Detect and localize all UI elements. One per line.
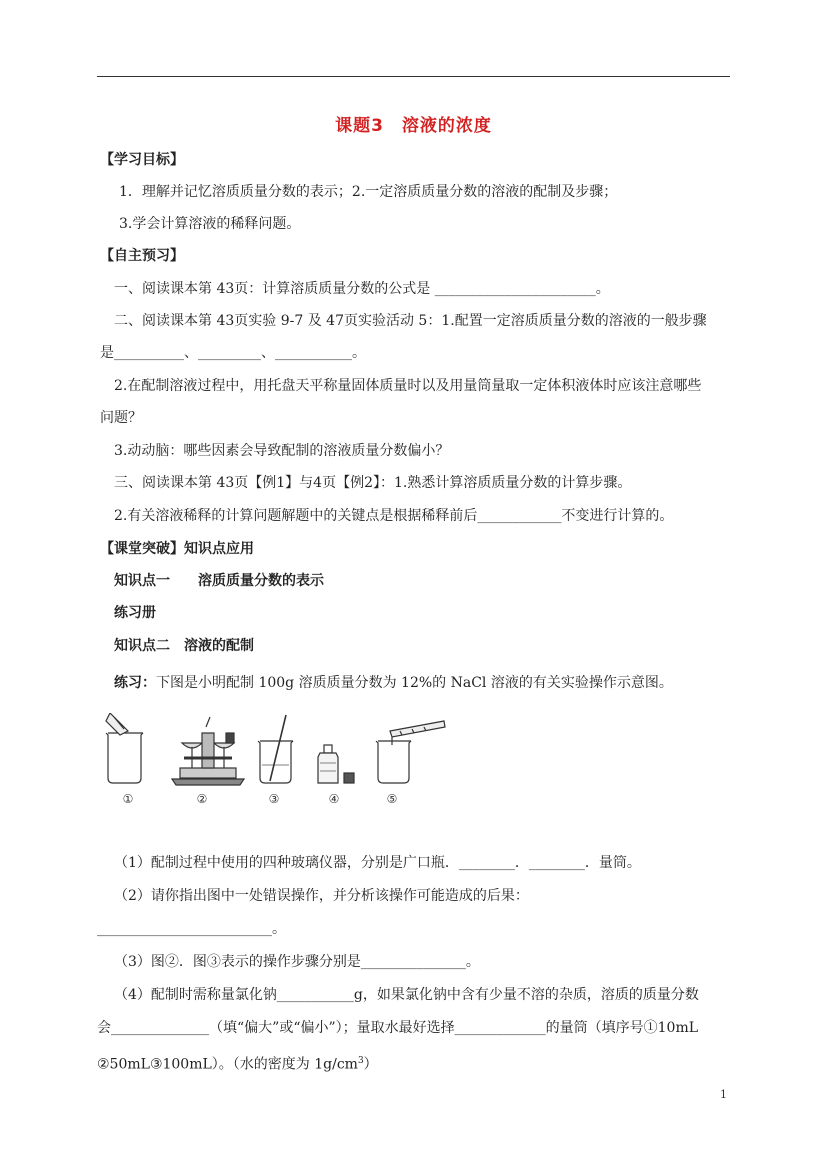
figure-label-1: ① [122, 792, 134, 806]
figure-label-2: ② [196, 792, 208, 806]
preview-item-3a: 2.在配制溶液过程中，用托盘天平称量固体质量时以及用量筒量取一定体积液体时应该注意哪些 [114, 378, 702, 394]
superscript-3: 3 [357, 1056, 364, 1066]
goal-1: 1．理解并记忆溶质质量分数的表示；2.一定溶质质量分数的溶液的配制及步骤； [119, 184, 618, 200]
class-heading: 【课堂突破】知识点应用 [100, 541, 254, 557]
knowledge-point-1: 知识点一 溶质质量分数的表示 [114, 573, 324, 589]
workbook-label: 练习册 [114, 605, 156, 621]
preview-item-1: 一、阅读课本第 43页：计算溶质质量分数的公式是 _______________________。 [114, 281, 610, 297]
goal-2: 3.学会计算溶液的稀释问题。 [119, 216, 301, 232]
practice-label: 练习： [114, 675, 156, 691]
figure-label-3: ③ [268, 792, 280, 806]
page-title: 课题3 溶液的浓度 [335, 116, 492, 136]
question-4c-end: ） [363, 1056, 378, 1073]
practice-text: 下图是小明配制 100g 溶质质量分数为 12%的 NaCl 溶液的有关实验操作示意图。 [156, 675, 673, 691]
preview-item-2b: 是__________、_________、___________。 [100, 345, 366, 361]
question-4b: 会______________（填“偏大”或“偏小”）；量取水最好选择_____________的量筒（填序号①10mL [97, 1020, 699, 1036]
beaker-stir-illustration [258, 715, 293, 783]
cylinder-pour-illustration [376, 721, 445, 783]
figure-label-5: ⑤ [386, 792, 398, 806]
experiment-figure [100, 713, 450, 808]
question-4c [97, 1051, 378, 1075]
question-2: （2）请你指出图中一处错误操作，并分析该操作可能造成的后果： [114, 888, 529, 904]
balance-illustration [172, 717, 244, 785]
beaker-1-illustration [106, 713, 143, 783]
preview-item-2a: 二、阅读课本第 43页实验 9-7 及 47页实验活动 5：1.配置一定溶质质量分数的溶液的一般步骤 [114, 313, 707, 329]
preview-item-5: 三、阅读课本第 43页【例1】与4页【例2】：1.熟悉计算溶质质量分数的计算步骤。 [114, 475, 632, 491]
header-rule [97, 76, 730, 77]
preview-item-4: 3.动动脑：哪些因素会导致配制的溶液质量分数偏小？ [114, 443, 450, 459]
knowledge-point-2: 知识点二 溶液的配制 [114, 638, 254, 654]
question-4c-text: ②50mL③100mL）。（水的密度为 1g/cm [97, 1056, 358, 1073]
question-3: （3）图②．图③表示的操作步骤分别是_______________。 [114, 954, 480, 970]
preview-item-3b: 问题？ [100, 410, 142, 426]
goals-heading: 【学习目标】 [100, 152, 184, 168]
figure-label-4: ④ [328, 792, 340, 806]
question-2-blank: _________________________。 [97, 921, 286, 937]
preview-item-6: 2.有关溶液稀释的计算问题解题中的关键点是根据稀释前后____________不变进行计算的。 [114, 508, 674, 524]
question-1: （1）配制过程中使用的四种玻璃仪器，分别是广口瓶．________．________．量筒。 [114, 855, 641, 871]
preview-heading: 【自主预习】 [100, 248, 184, 264]
question-4a: （4）配制时需称量氯化钠___________g，如果氯化钠中含有少量不溶的杂质，溶质的质量分数 [114, 987, 699, 1003]
practice-line [114, 673, 673, 693]
page-number: 1 [720, 1088, 727, 1101]
reagent-bottle-illustration [318, 745, 354, 783]
